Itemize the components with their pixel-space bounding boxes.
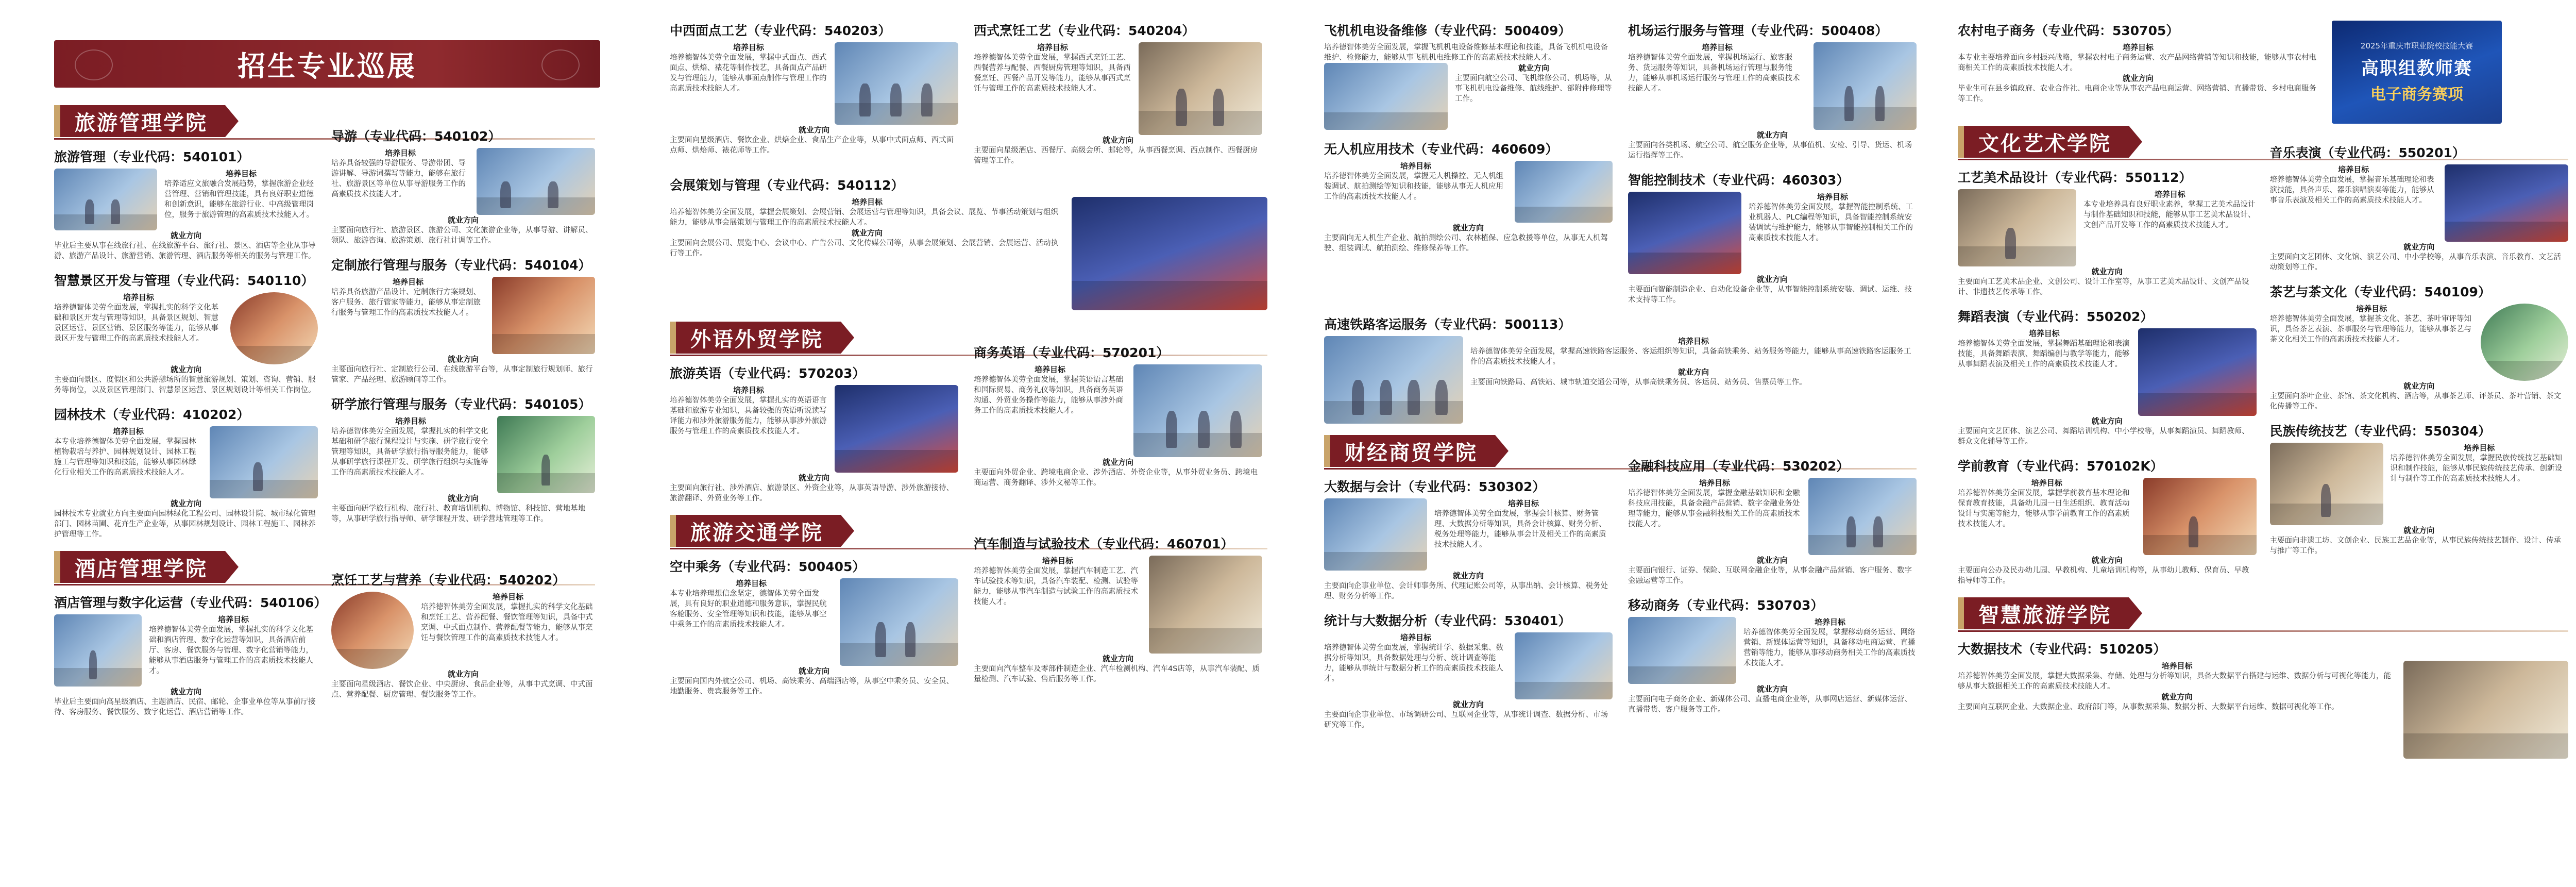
goal-label: 培养目标 [225,169,257,178]
goal-label: 培养目标 [1699,478,1730,488]
job-text: 主要面向工艺美术品企业、文创公司、设计工作室等，从事工艺美术品设计、文创产品设计、非遗技艺传承等工作。 [1958,278,2249,296]
goal-label: 培养目标 [735,579,767,588]
goal-text: 培养德智体美劳全面发展，掌握舞蹈基础理论和表演技能，具备舞蹈表演、舞蹈编创与教学等能力，能够从事舞蹈表演及相关工作的高素质技术技能人才。 [1958,340,2130,369]
goal-label: 培养目标 [1814,617,1845,627]
major-photo [1072,197,1267,310]
major-550201 [2270,143,2569,273]
job-label: 就业方向 [2403,381,2435,391]
major-title: 研学旅行管理与服务（专业代码：540105） [331,397,591,412]
goal-text: 培养德智体美劳全面发展，掌握会展策划、会展营销、会展运营与管理等知识，具备会议、展览、节事活动策划与组织能力，能够从事会展策划与管理工作的高素质技术技能人才。 [670,208,1058,227]
major-title: 工艺美术品设计（专业代码：550112） [1958,170,2192,185]
goal-text: 培养德智体美劳全面发展，掌握扎实的科学文化基础和烹饪工艺、营养配餐、餐饮管理等知识，具备中式烹调、中式面点制作、营养配餐等能力，能够从事烹饪与餐饮管理工作的高素质技术技能人才。 [421,603,593,642]
job-text: 主要面向汽车整车及零部件制造企业、汽车检测机构、汽车4S店等，从事汽车装配、质量检测、汽车试验、售后服务等工作。 [974,665,1260,683]
major-title: 统计与大数据分析（专业代码：530401） [1324,613,1571,628]
job-label: 就业方向 [2161,692,2193,701]
major-title: 移动商务（专业代码：530703） [1628,598,1824,613]
college-finance-trade: 财经商贸学院 [1324,435,1495,467]
major-title: 无人机应用技术（专业代码：460609） [1324,142,1558,157]
job-text: 毕业后主要从事在线旅行社、在线旅游平台、旅行社、景区、酒店等企业从事导游、旅游产品设计、旅游营销、旅游管理、酒店服务等相关的服务与管理工作。 [54,242,316,260]
goal-text: 培养德智体美劳全面发展，掌握中式面点、西式面点、烘焙、裱花等制作技艺，具备面点产品研发与管理能力，能够从事面点制作与管理工作的高素质技术技能人才。 [670,54,827,93]
job-text: 主要面向非遗工坊、文创企业、民族工艺品企业等，从事民族传统技艺制作、设计、传承与推广等工作。 [2269,537,2561,555]
job-text: 主要面向研学旅行机构、旅行社、教育培训机构、博物馆、科技馆、营地基地等，从事研学旅行指导师、研学课程开发、研学营地管理等工作。 [331,505,585,523]
major-photo [1324,63,1448,130]
job-text: 主要面向无人机生产企业、航拍测绘公司、农林植保、应急救援等单位，从事无人机驾驶、组装调试、航拍测绘、维修保养等工作。 [1324,234,1608,253]
job-text: 主要面向电子商务企业、新媒体公司、直播电商企业等，从事网店运营、新媒体运营、直播带货、客户服务等工作。 [1628,695,1912,714]
goal-text: 培养德智体美劳全面发展，掌握无人机操控、无人机组装调试、航拍测绘等知识和技能，能够从事无人机应用工作的高素质技术技能人才。 [1324,172,1503,201]
goal-text: 培养德智体美劳全面发展，掌握飞机机电设备维修基本理论和技能，具备飞机机电设备维护、检修能力，能够从事飞机机电维修工作的高素质技术技能人才。 [1324,43,1608,62]
job-text: 主要面向企事业单位、会计师事务所、代理记账公司等，从事出纳、会计核算、税务处理、财务分析等工作。 [1324,582,1608,600]
competition-poster: 2025年重庆市职业院校技能大赛 高职组教师赛 电子商务赛项 [2332,21,2502,124]
major-photo [840,578,958,666]
job-label: 就业方向 [1756,130,1788,140]
job-label: 就业方向 [1102,458,1133,467]
major-photo [1515,632,1613,699]
job-label: 就业方向 [170,687,201,696]
major-title: 中西面点工艺（专业代码：540203） [670,23,891,38]
job-text: 主要面向各类机场、航空公司、航空服务企业等，从事值机、安检、引导、货运、机场运行指挥等工作。 [1628,141,1912,160]
goal-label: 培养目标 [2031,478,2062,488]
major-photo [2143,478,2257,555]
major-500113 [1324,314,1917,424]
major-title: 汽车制造与试验技术（专业代码：460701） [974,537,1234,551]
major-460701 [974,534,1262,697]
goal-label: 培养目标 [2161,661,2193,671]
goal-label: 培养目标 [1701,43,1733,52]
goal-label: 培养目标 [1400,633,1431,642]
major-photo [1324,336,1463,424]
goal-text: 培养德智体美劳全面发展，掌握扎实的英语语言基础和旅游专业知识，具备较强的英语听说读写译能力和涉外旅游服务能力，能够从事涉外旅游服务与管理工作的高素质技术技能人才。 [670,396,827,436]
job-label: 就业方向 [2403,526,2435,535]
major-title: 商务英语（专业代码：570201） [974,345,1170,360]
major-photo [210,426,318,498]
job-label: 就业方向 [1756,275,1788,284]
goal-text: 培养具备较强的导游服务、导游带团、导游讲解、导游词撰写等能力，能够在旅行社、旅游景区等单位从事导游服务工作的高素质技术技能人才。 [331,159,466,198]
job-label: 就业方向 [1452,571,1484,580]
major-title: 西式烹饪工艺（专业代码：540204） [974,23,1195,38]
job-label: 就业方向 [2122,74,2154,83]
goal-label: 培养目标 [1400,161,1431,171]
goal-label: 培养目标 [2154,190,2185,199]
goal-text: 本专业主要培养面向乡村振兴战略，掌握农村电子商务运营、农产品网络营销等知识和技能，能够从事农村电商相关工作的高素质技术技能人才。 [1958,54,2316,72]
major-title: 空中乘务（专业代码：500405） [670,559,866,574]
major-570102k [1958,456,2257,586]
job-text: 主要面向互联网企业、大数据企业、政府部门等，从事数据采集、数据分析、大数据平台运维、数据可视化等工作。 [1958,703,2339,711]
goal-label: 培养目标 [851,197,883,207]
job-label: 就业方向 [1756,556,1788,565]
job-label: 就业方向 [2091,556,2123,565]
job-text: 毕业生可在县乡镇政府、农业合作社、电商企业等从事农产品电商运营、网络营销、直播带货、乡村电商服务等工作。 [1958,85,2316,103]
job-text: 主要面向星级酒店、西餐厅、高级会所、邮轮等，从事西餐烹调、西点制作、西餐厨房管理等工作。 [974,146,1258,165]
major-510205 [1958,639,2568,759]
goal-text: 培养德智体美劳全面发展，掌握民族传统技艺基础知识和制作技能，能够从事民族传统技艺传承、创新设计与制作等工作的高素质技术技能人才。 [2390,454,2562,483]
job-label: 就业方向 [1756,684,1788,694]
goal-text: 培养德智体美劳全面发展，掌握智能控制系统、工业机器人、PLC编程等知识，具备智能控制系统安装调试与维护能力，能够从事智能控制相关工作的高素质技术技能人才。 [1749,203,1913,242]
job-label: 就业方向 [170,499,201,508]
major-570203 [670,363,958,504]
major-570201 [974,343,1262,504]
job-text: 主要面向旅行社、涉外酒店、旅游景区、外资企业等，从事英语导游、涉外旅游接待、旅游翻译、外贸业务等工作。 [670,484,954,503]
job-label: 就业方向 [798,666,829,676]
goal-text: 培养德智体美劳全面发展，掌握移动商务运营、网络营销、新媒体运营等知识，具备移动电商运营、直播营销等能力，能够从事移动商务相关工作的高素质技术技能人才。 [1743,628,1916,667]
major-title: 机场运行服务与管理（专业代码：500408） [1628,23,1888,38]
goal-label: 培养目标 [2122,43,2154,52]
goal-label: 培养目标 [123,293,154,302]
major-photo [1628,617,1736,684]
goal-label: 培养目标 [1042,556,1073,565]
job-text: 主要面向公办及民办幼儿园、早教机构、儿童培训机构等，从事幼儿教师、保育员、早教指导师等工作。 [1958,566,2249,585]
major-title: 大数据与会计（专业代码：530302） [1324,479,1546,494]
goal-text: 培养德智体美劳全面发展，掌握大数据采集、存储、处理与分析等知识，具备大数据平台搭建与运维、数据分析与可视化等能力，能够从事大数据相关工作的高素质技术技能人才。 [1958,672,2391,691]
goal-label: 培养目标 [733,386,764,395]
goal-text: 培养德智体美劳全面发展，掌握西式烹饪工艺、西餐营养与配餐、西餐厨房管理等知识，具备西餐烹饪、西餐产品开发等能力，能够从事西式烹饪与管理工作的高素质技术技能人才。 [974,54,1131,93]
major-530703 [1628,595,1917,715]
major-title: 大数据技术（专业代码：510205） [1958,642,2166,657]
major-title: 导游（专业代码：540102） [331,129,501,144]
banner-title: 招生专业巡展 [238,49,417,82]
job-text: 主要面向铁路局、高铁站、城市轨道交通公司等，从事高铁乘务员、客运员、站务员、售票员等工作。 [1470,378,1807,387]
goal-text: 培养适应文旅融合发展趋势，掌握旅游企业经营管理、营销和管理技能，具有良好职业道德和创新意识，能够在旅游行业、中高级管理岗位，服务于旅游管理的高素质技术技能人才。 [164,180,314,219]
job-label: 就业方向 [1677,367,1709,377]
goal-label: 培养目标 [1677,337,1709,346]
major-500409 [1324,21,1613,130]
goal-text: 本专业培养具有良好职业素养，掌握工艺美术品设计与制作基础知识和技能，能够从事工艺美术品设计、文创产品开发等工作的高素质技术技能人才。 [2083,200,2256,229]
major-photo [1133,364,1262,457]
job-text: 主要面向旅行社、定制旅行公司、在线旅游平台等，从事定制旅行规划师、旅行管家、产品经理、旅游顾问等工作。 [331,365,593,384]
job-text: 主要面向国内外航空公司、机场、高铁乘务、高端酒店等，从事空中乘务员、安全员、地勤服务、贵宾服务等工作。 [670,677,954,696]
job-label: 就业方向 [1102,136,1133,145]
job-label: 就业方向 [170,231,201,240]
major-title: 园林技术（专业代码：410202） [54,407,250,422]
major-title: 烹饪工艺与营养（专业代码：540202） [331,573,566,588]
job-label: 就业方向 [447,494,479,503]
major-photo [2138,328,2257,416]
major-530202 [1628,456,1917,586]
major-540104 [331,255,595,385]
major-title: 酒店管理与数字化运营（专业代码：540106） [54,595,327,610]
job-text: 主要面向景区、度假区和公共游憩场所的智慧旅游规划、策划、咨询、营销、服务等岗位，以及景区管理部门、智慧景区运营、景区规划设计等相关工作岗位。 [54,376,316,394]
goal-label: 培养目标 [2464,443,2495,453]
job-label: 就业方向 [447,355,479,364]
major-photo [2270,443,2383,525]
goal-text: 培养德智体美劳全面发展，掌握统计学、数据采集、数据分析等知识，具备数据处理与分析、统计调查等能力，能够从事统计与数据分析工作的高素质技术技能人才。 [1324,644,1503,683]
major-title: 会展策划与管理（专业代码：540112） [670,178,904,193]
job-label: 就业方向 [447,670,479,679]
goal-text: 培养德智体美劳全面发展，掌握金融基础知识和金融科技应用技能，具备金融产品营销、数字金融业务处理等能力，能够从事金融科技相关工作的高素质技术技能人才。 [1628,489,1800,528]
major-540109 [2270,282,2569,412]
column-2 [670,21,1267,877]
college-tourism-management: 旅游管理学院 [54,105,225,137]
major-540106 [54,593,327,717]
job-label: 就业方向 [2091,267,2123,276]
job-text: 主要面向茶叶企业、茶馆、茶文化机构、酒店等，从事茶艺师、评茶员、茶叶营销、茶文化传播等工作。 [2269,392,2561,411]
goal-text: 培养德智体美劳全面发展，掌握扎实的科学文化基础和酒店管理、数字化运营等知识，具备酒店前厅、客房、餐饮服务与管理、数字化营销等能力，能够从事酒店服务与管理工作的高素质技术技能人才。 [149,626,313,675]
job-text: 主要面向企事业单位、市场调研公司、互联网企业等，从事统计调查、数据分析、市场研究等工作。 [1324,711,1608,729]
college-tourism-transport: 旅游交通学院 [670,515,841,547]
major-530302 [1324,477,1613,601]
column-1 [54,103,595,877]
major-photo [331,592,414,669]
major-540105 [331,394,595,524]
job-text: 主要面向会展公司、展览中心、会议中心、广告公司、文化传媒公司等，从事会展策划、会展营销、会展运营、活动执行等工作。 [670,239,1058,258]
major-photo [835,42,958,125]
goal-text: 培养德智体美劳全面发展，掌握扎实的科学文化基础和研学旅行课程设计与实施、研学旅行安全管理等知识，具备研学旅行指导服务能力，能够从事研学旅行课程开发、研学旅行组织与实施等工作的高素质技术技能人才。 [331,427,488,477]
job-label: 就业方向 [851,228,883,238]
major-title: 音乐表演（专业代码：550201） [2269,145,2465,160]
job-label: 就业方向 [1102,654,1133,663]
job-label: 就业方向 [170,365,201,374]
college-culture-art: 文化艺术学院 [1958,126,2129,158]
goal-text: 培养德智体美劳全面发展，掌握音乐基础理论和表演技能，具备声乐、器乐演唱演奏等能力，能够从事音乐表演及相关工作的高素质技术技能人才。 [2269,176,2434,205]
major-title: 民族传统技艺（专业代码：550304） [2269,424,2491,439]
column-4 [1958,21,2568,877]
major-photo [1515,161,1613,223]
major-460609 [1324,139,1613,254]
major-540112 [670,175,1267,310]
goal-text: 培养德智体美劳全面发展，掌握高速铁路客运服务、客运组织等知识，具备高铁乘务、站务服务等能力，能够从事高速铁路客运服务工作的高素质技术技能人才。 [1470,347,1911,366]
goal-text: 本专业培养德智体美劳全面发展，掌握园林植物栽培与养护、园林规划设计、园林工程施工与管理等知识和技能，能够从事园林绿化行业相关工作的高素质技术技能人才。 [54,438,196,477]
major-530705 [1958,21,2318,104]
goal-text: 培养德智体美劳全面发展，掌握会计核算、财务管理、大数据分析等知识，具备会计核算、财务分析、税务处理等能力，能够从事会计及相关工作的高素质技术技能人才。 [1434,510,1606,549]
major-photo [835,385,958,473]
job-label: 就业方向 [1518,63,1549,73]
major-title: 学前教育（专业代码：570102K） [1958,459,2163,474]
goal-text: 培养德智体美劳全面发展，掌握汽车制造工艺、汽车试验技术等知识，具备汽车装配、检测、试验等能力，能够从事汽车制造与试验工作的高素质技术技能人才。 [974,567,1138,606]
column-3 [1324,21,1917,877]
job-text: 主要面向文艺团体、演艺公司、舞蹈培训机构、中小学校等，从事舞蹈演员、舞蹈教师、群众文化辅导等工作。 [1958,427,2249,446]
major-500405 [670,557,958,697]
major-530401 [1324,611,1613,730]
job-label: 就业方向 [798,473,829,482]
job-text: 毕业后主要面向高星级酒店、主题酒店、民宿、邮轮、企事业单位等从事前厅接待、客房服务、餐饮服务、数字化运营、酒店营销等工作。 [54,698,316,716]
goal-label: 培养目标 [1037,43,1068,52]
goal-label: 培养目标 [112,427,144,436]
goal-label: 培养目标 [392,277,423,287]
goal-text: 培养德智体美劳全面发展，掌握茶文化、茶艺、茶叶审评等知识，具备茶艺表演、茶事服务与管理等能力，能够从事茶艺与茶文化相关工作的高素质技术技能人才。 [2269,315,2471,344]
job-label: 就业方向 [798,125,829,135]
major-title: 飞机机电设备维修（专业代码：500409） [1324,23,1571,38]
job-text: 主要面向航空公司、飞机维修公司、机场等，从事飞机机电设备维修、航线维护、部附件修理等工作。 [1455,74,1612,103]
major-photo [230,292,318,364]
goal-text: 培养德智体美劳全面发展，掌握机场运行、旅客服务、货运服务等知识，具备机场运行管理与服务能力，能够从事机场运行服务与管理工作的高素质技术技能人才。 [1628,54,1800,93]
job-label: 就业方向 [2403,242,2435,252]
goal-label: 培养目标 [395,416,426,426]
major-title: 旅游英语（专业代码：570203） [670,366,866,381]
major-540102 [331,126,595,246]
major-540202 [331,570,595,717]
goal-label: 培养目标 [2356,304,2387,313]
goal-text: 本专业培养理想信念坚定，德智体美劳全面发展，具有良好的职业道德和服务意识，掌握民航客舱服务、安全管理等知识和技能，能够从事空中乘务工作的高素质技术技能人才。 [670,590,827,629]
goal-label: 培养目标 [384,148,416,158]
major-540203 [670,21,958,156]
job-label: 就业方向 [447,215,479,225]
job-text: 主要面向智能制造企业、自动化设备企业等，从事智能控制系统安装、调试、运维、技术支持等工作。 [1628,286,1912,304]
major-title: 旅游管理（专业代码：540101） [54,149,250,164]
goal-label: 培养目标 [2338,165,2369,174]
job-text: 主要面向星级酒店、餐饮企业、烘焙企业、食品生产企业等，从事中式面点师、西式面点师、烘焙师、裱花师等工作。 [670,136,954,155]
goal-label: 培养目标 [733,43,764,52]
major-photo [1149,556,1262,654]
major-photo [1628,192,1741,274]
goal-text: 培养德智体美劳全面发展，掌握学前教育基本理论和保育教育技能，具备幼儿园一日生活组织、教育活动设计与实施等能力，能够从事学前教育工作的高素质技术技能人才。 [1958,489,2130,528]
college-smart-tourism: 智慧旅游学院 [1958,597,2129,629]
major-photo [1814,42,1917,130]
job-text: 园林技术专业就业方向主要面向园林绿化工程公司、园林设计院、城市绿化管理部门、园林苗圃、花卉生产企业等，从事园林规划设计、园林工程施工、园林养护管理等工作。 [54,510,316,539]
page-banner [54,40,600,88]
major-photo [54,614,142,687]
major-photo [477,148,595,215]
goal-label: 培养目标 [492,592,523,601]
major-540204 [974,21,1262,166]
major-500408 [1628,21,1917,161]
major-title: 金融科技应用（专业代码：530202） [1628,459,1850,474]
college-foreign-trade: 外语外贸学院 [670,322,841,354]
goal-text: 培养德智体美劳全面发展，掌握英语语言基础和国际贸易、商务礼仪等知识，具备商务英语沟通、外贸业务操作等能力，能够从事涉外商务工作的高素质技术技能人才。 [974,376,1123,415]
major-550202 [1958,307,2257,447]
major-photo [2403,661,2568,759]
goal-label: 培养目标 [1817,192,1848,202]
major-title: 高速铁路客运服务（专业代码：500113） [1324,317,1571,332]
major-title: 智慧景区开发与管理（专业代码：540110） [54,273,314,288]
job-text: 主要面向文艺团体、文化馆、演艺公司、中小学校等，从事音乐表演、音乐教育、文艺活动策划等工作。 [2269,253,2561,272]
major-550304 [2270,421,2569,556]
major-photo [1324,498,1427,571]
goal-label: 培养目标 [217,615,249,624]
major-540110 [54,271,318,395]
job-text: 主要面向星级酒店、餐饮企业、中央厨房、食品企业等，从事中式烹调、中式面点、营养配餐、厨房管理、餐饮服务等工作。 [331,680,593,699]
major-photo [492,277,595,354]
major-title: 农村电子商务（专业代码：530705） [1958,23,2179,38]
job-label: 就业方向 [2091,416,2123,426]
major-photo [2481,304,2568,381]
major-460303 [1628,170,1917,305]
major-title: 舞蹈表演（专业代码：550202） [1958,309,2154,324]
major-photo [54,169,157,230]
college-hotel-management: 酒店管理学院 [54,551,225,583]
major-410202 [54,405,318,540]
major-540101 [54,147,318,261]
major-title: 定制旅行管理与服务（专业代码：540104） [331,258,591,273]
major-title: 智能控制技术（专业代码：460303） [1628,173,1850,188]
major-title: 茶艺与茶文化（专业代码：540109） [2269,284,2491,299]
major-photo [1808,478,1917,555]
goal-label: 培养目标 [1034,365,1065,374]
job-label: 就业方向 [1452,700,1484,709]
goal-label: 培养目标 [1507,499,1539,508]
job-text: 主要面向旅行社、旅游景区、旅游公司、文化旅游企业等，从事导游、讲解员、领队、旅游咨询、旅游策划、旅行社计调等工作。 [331,226,593,245]
major-photo [497,416,595,493]
major-550112 [1958,168,2257,297]
goal-text: 培养德智体美劳全面发展，掌握扎实的科学文化基础和景区开发与管理等知识，具备景区规划、智慧景区运营、景区营销、景区服务等能力，能够从事景区开发与管理工作的高素质技术技能人才。 [54,304,218,343]
goal-text: 培养具备旅游产品设计、定制旅行方案规划、客户服务、旅行管家等能力，能够从事定制旅行服务与管理工作的高素质技术技能人才。 [331,288,481,317]
major-photo [2445,164,2568,242]
job-text: 主要面向外贸企业、跨境电商企业、涉外酒店、外资企业等，从事外贸业务员、跨境电商运营、商务翻译、涉外文秘等工作。 [974,468,1258,487]
job-text: 主要面向银行、证券、保险、互联网金融企业等，从事金融产品营销、客户服务、数字金融运营等工作。 [1628,566,1912,585]
divider [1958,630,2568,632]
major-photo [1958,189,2076,266]
major-photo [1139,42,1262,135]
goal-label: 培养目标 [2028,329,2060,338]
job-label: 就业方向 [1452,223,1484,232]
